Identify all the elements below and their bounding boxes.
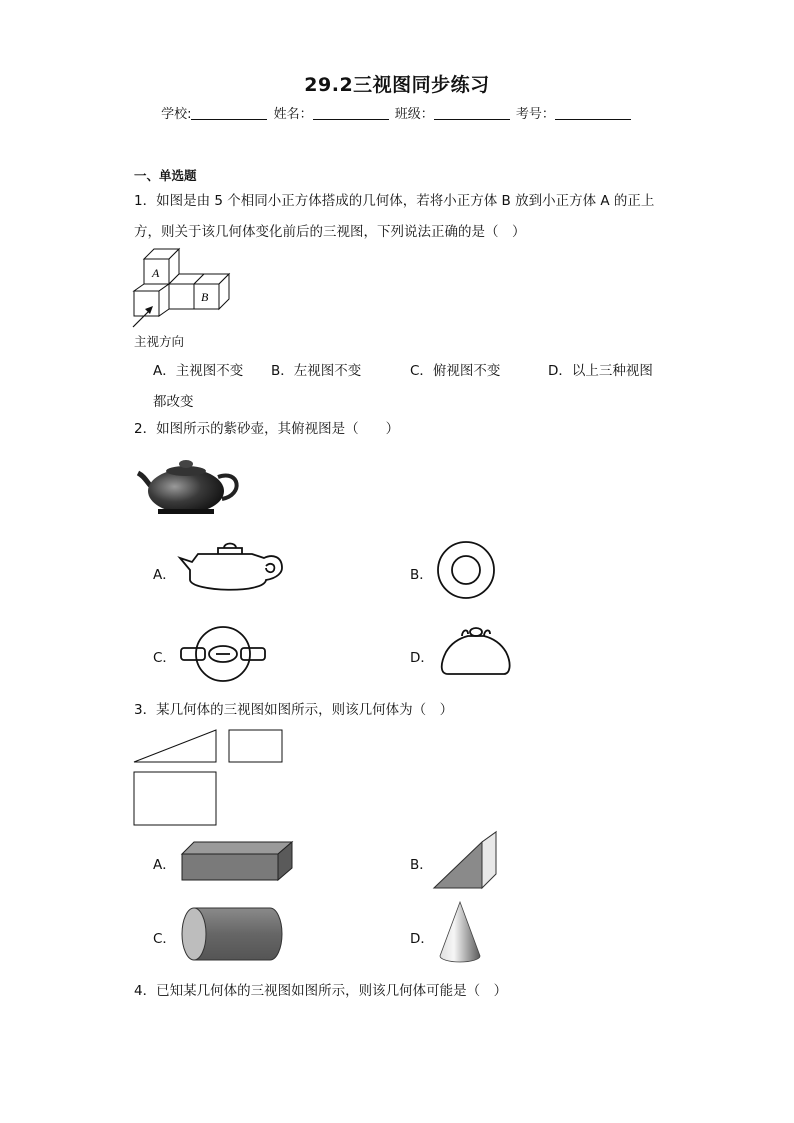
q3-option-a[interactable]: A．	[153, 857, 176, 873]
q2-option-d[interactable]: D．	[410, 650, 434, 666]
field-label-school: 学校:	[161, 107, 192, 122]
student-info-row	[0, 103, 794, 122]
front-view-triangle	[134, 730, 216, 762]
exam-number-blank[interactable]	[555, 105, 631, 120]
q3-option-d[interactable]: D．	[410, 931, 434, 947]
field-label-class: 班级：	[394, 107, 434, 122]
q1-text-line2: 方，则关于该几何体变化前后的三视图，下列说法正确的是（ ）	[134, 224, 526, 240]
q1-cube-figure	[128, 245, 238, 345]
q3-option-d-cone	[436, 900, 484, 966]
q3-text: 3．某几何体的三视图如图所示，则该几何体为（ ）	[134, 702, 454, 718]
cube-mid-front	[169, 284, 194, 309]
section-title: 一、单选题	[134, 168, 197, 183]
q1-option-b[interactable]: B．左视图不变	[271, 363, 362, 379]
q3-three-views	[132, 728, 288, 828]
school-blank[interactable]	[191, 105, 267, 120]
teapot-photo	[136, 455, 246, 517]
q3-option-b-prism	[432, 830, 502, 890]
q2-option-b[interactable]: B．	[410, 567, 433, 583]
top-view-rect	[134, 772, 216, 825]
field-label-name: 姓名：	[273, 107, 313, 122]
side-view-rect	[229, 730, 282, 762]
q3-option-b[interactable]: B．	[410, 857, 433, 873]
q1-option-d[interactable]: D．以上三种视图	[548, 363, 653, 379]
class-blank[interactable]	[434, 105, 510, 120]
q1-option-a[interactable]: A．主视图不变	[153, 363, 244, 379]
cube-front-front	[134, 291, 159, 316]
field-label-exam-number: 考号：	[515, 107, 555, 122]
q2-option-c-figure	[178, 624, 268, 686]
q2-text: 2．如图所示的紫砂壶，其俯视图是（ ）	[134, 421, 400, 437]
q3-option-a-cuboid	[180, 838, 295, 882]
name-blank[interactable]	[313, 105, 389, 120]
q1-text-line1: 1．如图是由 5 个相同小正方体搭成的几何体，若将小正方体 B 放到小正方体 A 的正上	[134, 193, 655, 209]
q2-option-c[interactable]: C．	[153, 650, 176, 666]
q2-option-d-figure	[438, 624, 514, 680]
q1-option-d-cont: 都改变	[153, 394, 194, 410]
q3-option-c[interactable]: C．	[153, 931, 176, 947]
q2-option-a[interactable]: A．	[153, 567, 176, 583]
page-title: 29.2三视图同步练习	[304, 74, 490, 96]
q2-option-b-figure	[436, 540, 498, 602]
q1-option-c[interactable]: C．俯视图不变	[410, 363, 501, 379]
q4-text: 4．已知某几何体的三视图如图所示，则该几何体可能是（ ）	[134, 983, 508, 999]
cube-label-a: A	[152, 266, 160, 280]
q2-option-a-figure	[178, 542, 286, 597]
cube-label-b: B	[201, 290, 209, 304]
q1-direction-label: 主视方向	[134, 334, 185, 349]
q3-option-c-cylinder	[180, 906, 286, 962]
